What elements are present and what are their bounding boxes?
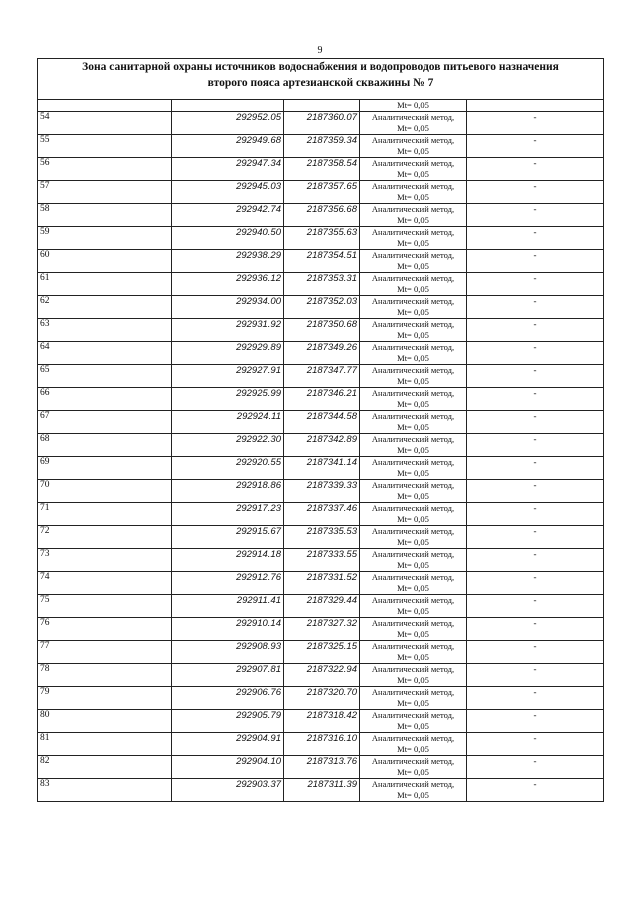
cell-x: 292938.29 (172, 250, 284, 273)
cell-note: - (467, 457, 604, 480)
cell-note: - (467, 296, 604, 319)
cell-y: 2187360.07 (284, 112, 360, 135)
cell-method (360, 618, 467, 641)
table-row (38, 618, 604, 641)
method-label: Аналитический метод, (371, 181, 455, 191)
method-label: Аналитический метод, (371, 572, 455, 582)
table-row (38, 388, 604, 411)
table-row (38, 526, 604, 549)
method-label: Аналитический метод, (371, 756, 455, 766)
cell-x: 292904.91 (172, 733, 284, 756)
cell-method (360, 273, 467, 296)
cell-y: 2187318.42 (284, 710, 360, 733)
table-title (38, 59, 604, 100)
cell-note: - (467, 135, 604, 158)
method-accuracy: Mt= 0,05 (397, 767, 429, 777)
cell-note: - (467, 733, 604, 756)
cell-method (360, 595, 467, 618)
cell-method (360, 641, 467, 664)
cell-method (360, 710, 467, 733)
cell-note: - (467, 480, 604, 503)
cell-note: - (467, 158, 604, 181)
cell-x (172, 100, 284, 112)
cell-y: 2187329.44 (284, 595, 360, 618)
cell-method (360, 135, 467, 158)
table-row (38, 457, 604, 480)
cell-y: 2187350.68 (284, 319, 360, 342)
table-row (38, 664, 604, 687)
cell-y: 2187346.21 (284, 388, 360, 411)
cell-x: 292947.34 (172, 158, 284, 181)
method-label: Аналитический метод, (371, 296, 455, 306)
cell-y: 2187337.46 (284, 503, 360, 526)
method-accuracy: Mt= 0,05 (397, 790, 429, 800)
method-label: Аналитический метод, (371, 457, 455, 467)
method-accuracy: Mt= 0,05 (397, 123, 429, 133)
method-label: Аналитический метод, (371, 227, 455, 237)
cell-method (360, 319, 467, 342)
method-accuracy: Mt= 0,05 (397, 307, 429, 317)
cell-method (360, 388, 467, 411)
cell-note: - (467, 641, 604, 664)
cell-x: 292934.00 (172, 296, 284, 319)
cell-x: 292917.23 (172, 503, 284, 526)
cell-x: 292949.68 (172, 135, 284, 158)
table-row (38, 135, 604, 158)
cell-y: 2187316.10 (284, 733, 360, 756)
table-row (38, 250, 604, 273)
method-label: Аналитический метод, (371, 273, 455, 283)
method-label: Аналитический метод, (371, 595, 455, 605)
method-accuracy: Mt= 0,05 (397, 560, 429, 570)
page-number: 9 (317, 45, 323, 56)
cell-number: 78 (38, 664, 172, 687)
table-row (38, 733, 604, 756)
cell-x: 292915.67 (172, 526, 284, 549)
method-accuracy: Mt= 0,05 (397, 353, 429, 363)
cell-note: - (467, 273, 604, 296)
cell-y: 2187352.03 (284, 296, 360, 319)
cell-x: 292907.81 (172, 664, 284, 687)
method-accuracy: Mt= 0,05 (397, 468, 429, 478)
cell-y: 2187327.32 (284, 618, 360, 641)
cell-x: 292940.50 (172, 227, 284, 250)
cell-x: 292945.03 (172, 181, 284, 204)
method-label: Аналитический метод, (371, 641, 455, 651)
method-accuracy: Mt= 0,05 (397, 238, 429, 248)
cell-y: 2187355.63 (284, 227, 360, 250)
cell-x: 292931.92 (172, 319, 284, 342)
cell-note: - (467, 664, 604, 687)
cell-y: 2187322.94 (284, 664, 360, 687)
cell-number: 70 (38, 480, 172, 503)
cell-number: 71 (38, 503, 172, 526)
cell-x: 292920.55 (172, 457, 284, 480)
method-label: Аналитический метод, (371, 480, 455, 490)
cell-y: 2187344.58 (284, 411, 360, 434)
cell-method (360, 779, 467, 802)
cell-number: 55 (38, 135, 172, 158)
method-label: Аналитический метод, (371, 112, 455, 122)
cell-method (360, 158, 467, 181)
table-row (38, 779, 604, 802)
coordinates-table (37, 58, 604, 802)
table-row (38, 434, 604, 457)
cell-y: 2187335.53 (284, 526, 360, 549)
method-accuracy: Mt= 0,05 (397, 284, 429, 294)
table-row-continuation (38, 100, 604, 112)
cell-method (360, 480, 467, 503)
cell-method (360, 687, 467, 710)
table-row (38, 503, 604, 526)
cell-y: 2187354.51 (284, 250, 360, 273)
cell-x: 292942.74 (172, 204, 284, 227)
cell-note: - (467, 503, 604, 526)
cell-y: 2187356.68 (284, 204, 360, 227)
cell-number: 57 (38, 181, 172, 204)
cell-method (360, 112, 467, 135)
cell-note: - (467, 204, 604, 227)
cell-number: 75 (38, 595, 172, 618)
cell-number: 81 (38, 733, 172, 756)
cell-x: 292908.93 (172, 641, 284, 664)
cell-number: 60 (38, 250, 172, 273)
cell-y: 2187349.26 (284, 342, 360, 365)
cell-method (360, 100, 467, 112)
table-row (38, 411, 604, 434)
cell-note: - (467, 618, 604, 641)
table-row (38, 319, 604, 342)
table-title-line-1: Зона санитарной охраны источников водоснабжения и водопроводов питьевого назначения (82, 61, 559, 73)
cell-method (360, 503, 467, 526)
cell-note: - (467, 112, 604, 135)
method-label: Аналитический метод, (371, 388, 455, 398)
method-accuracy: Mt= 0,05 (397, 537, 429, 547)
method-accuracy: Mt= 0,05 (397, 606, 429, 616)
method-label: Аналитический метод, (371, 135, 455, 145)
method-label: Аналитический метод, (371, 710, 455, 720)
cell-y: 2187339.33 (284, 480, 360, 503)
cell-number: 65 (38, 365, 172, 388)
method-label: Аналитический метод, (371, 618, 455, 628)
cell-number: 69 (38, 457, 172, 480)
table-row (38, 480, 604, 503)
cell-y: 2187347.77 (284, 365, 360, 388)
cell-note: - (467, 710, 604, 733)
cell-y: 2187357.65 (284, 181, 360, 204)
cell-note (467, 100, 604, 112)
cell-method (360, 204, 467, 227)
cell-number: 72 (38, 526, 172, 549)
cell-x: 292906.76 (172, 687, 284, 710)
cell-note: - (467, 411, 604, 434)
cell-x: 292918.86 (172, 480, 284, 503)
cell-y: 2187325.15 (284, 641, 360, 664)
cell-number: 68 (38, 434, 172, 457)
table-row (38, 342, 604, 365)
method-accuracy: Mt= 0,05 (397, 100, 429, 110)
cell-method (360, 296, 467, 319)
cell-number: 62 (38, 296, 172, 319)
cell-y: 2187342.89 (284, 434, 360, 457)
cell-x: 292911.41 (172, 595, 284, 618)
cell-note: - (467, 388, 604, 411)
method-label: Аналитический метод, (371, 319, 455, 329)
table-row (38, 273, 604, 296)
table-row (38, 710, 604, 733)
method-label: Аналитический метод, (371, 664, 455, 674)
method-label: Аналитический метод, (371, 250, 455, 260)
method-accuracy: Mt= 0,05 (397, 399, 429, 409)
cell-number: 58 (38, 204, 172, 227)
cell-y: 2187320.70 (284, 687, 360, 710)
table-row (38, 112, 604, 135)
method-label: Аналитический метод, (371, 434, 455, 444)
method-accuracy: Mt= 0,05 (397, 675, 429, 685)
cell-x: 292904.10 (172, 756, 284, 779)
cell-number: 77 (38, 641, 172, 664)
cell-x: 292905.79 (172, 710, 284, 733)
table-row (38, 158, 604, 181)
cell-method (360, 572, 467, 595)
cell-method (360, 250, 467, 273)
method-label: Аналитический метод, (371, 779, 455, 789)
cell-method (360, 342, 467, 365)
cell-y: 2187331.52 (284, 572, 360, 595)
cell-method (360, 733, 467, 756)
method-label: Аналитический метод, (371, 549, 455, 559)
cell-x: 292903.37 (172, 779, 284, 802)
table-row (38, 572, 604, 595)
cell-y: 2187313.76 (284, 756, 360, 779)
method-accuracy: Mt= 0,05 (397, 261, 429, 271)
cell-number: 56 (38, 158, 172, 181)
cell-number: 73 (38, 549, 172, 572)
method-label: Аналитический метод, (371, 342, 455, 352)
method-accuracy: Mt= 0,05 (397, 698, 429, 708)
cell-method (360, 181, 467, 204)
cell-method (360, 756, 467, 779)
cell-y: 2187341.14 (284, 457, 360, 480)
cell-number: 76 (38, 618, 172, 641)
method-label: Аналитический метод, (371, 733, 455, 743)
cell-method (360, 365, 467, 388)
method-accuracy: Mt= 0,05 (397, 146, 429, 156)
cell-number: 63 (38, 319, 172, 342)
cell-number: 74 (38, 572, 172, 595)
method-accuracy: Mt= 0,05 (397, 192, 429, 202)
method-accuracy: Mt= 0,05 (397, 376, 429, 386)
cell-method (360, 664, 467, 687)
method-accuracy: Mt= 0,05 (397, 744, 429, 754)
cell-note: - (467, 779, 604, 802)
table-row (38, 365, 604, 388)
method-accuracy: Mt= 0,05 (397, 422, 429, 432)
method-accuracy: Mt= 0,05 (397, 652, 429, 662)
method-label: Аналитический метод, (371, 687, 455, 697)
method-accuracy: Mt= 0,05 (397, 629, 429, 639)
cell-number: 64 (38, 342, 172, 365)
cell-number: 83 (38, 779, 172, 802)
cell-number: 79 (38, 687, 172, 710)
method-label: Аналитический метод, (371, 526, 455, 536)
cell-x: 292914.18 (172, 549, 284, 572)
method-accuracy: Mt= 0,05 (397, 583, 429, 593)
method-label: Аналитический метод, (371, 365, 455, 375)
cell-note: - (467, 549, 604, 572)
cell-y: 2187333.55 (284, 549, 360, 572)
cell-x: 292922.30 (172, 434, 284, 457)
cell-y: 2187359.34 (284, 135, 360, 158)
cell-number: 66 (38, 388, 172, 411)
method-accuracy: Mt= 0,05 (397, 721, 429, 731)
cell-note: - (467, 572, 604, 595)
cell-y: 2187353.31 (284, 273, 360, 296)
method-accuracy: Mt= 0,05 (397, 491, 429, 501)
cell-x: 292936.12 (172, 273, 284, 296)
cell-note: - (467, 526, 604, 549)
table-title-row (38, 59, 604, 100)
method-label: Аналитический метод, (371, 503, 455, 513)
table-row (38, 549, 604, 572)
table-row (38, 296, 604, 319)
table-row (38, 595, 604, 618)
cell-number: 80 (38, 710, 172, 733)
method-label: Аналитический метод, (371, 158, 455, 168)
cell-number (38, 100, 172, 112)
cell-y: 2187358.54 (284, 158, 360, 181)
cell-x: 292927.91 (172, 365, 284, 388)
cell-note: - (467, 434, 604, 457)
table-row (38, 227, 604, 250)
method-accuracy: Mt= 0,05 (397, 514, 429, 524)
cell-note: - (467, 342, 604, 365)
cell-number: 67 (38, 411, 172, 434)
cell-note: - (467, 687, 604, 710)
cell-y: 2187311.39 (284, 779, 360, 802)
table-row (38, 204, 604, 227)
cell-method (360, 526, 467, 549)
method-accuracy: Mt= 0,05 (397, 169, 429, 179)
method-label: Аналитический метод, (371, 204, 455, 214)
cell-method (360, 411, 467, 434)
table-row (38, 181, 604, 204)
cell-note: - (467, 365, 604, 388)
table-row (38, 687, 604, 710)
cell-note: - (467, 319, 604, 342)
table-row (38, 756, 604, 779)
cell-x: 292925.99 (172, 388, 284, 411)
cell-note: - (467, 756, 604, 779)
cell-x: 292929.89 (172, 342, 284, 365)
table-row (38, 641, 604, 664)
table-title-line-2: второго пояса артезианской скважины № 7 (207, 77, 434, 89)
cell-note: - (467, 595, 604, 618)
cell-number: 54 (38, 112, 172, 135)
cell-y (284, 100, 360, 112)
method-accuracy: Mt= 0,05 (397, 445, 429, 455)
cell-x: 292910.14 (172, 618, 284, 641)
cell-number: 59 (38, 227, 172, 250)
cell-method (360, 457, 467, 480)
cell-number: 82 (38, 756, 172, 779)
cell-note: - (467, 250, 604, 273)
cell-note: - (467, 227, 604, 250)
cell-note: - (467, 181, 604, 204)
method-accuracy: Mt= 0,05 (397, 215, 429, 225)
cell-x: 292924.11 (172, 411, 284, 434)
method-accuracy: Mt= 0,05 (397, 330, 429, 340)
cell-method (360, 227, 467, 250)
cell-number: 61 (38, 273, 172, 296)
cell-x: 292912.76 (172, 572, 284, 595)
cell-method (360, 434, 467, 457)
cell-x: 292952.05 (172, 112, 284, 135)
cell-method (360, 549, 467, 572)
method-label: Аналитический метод, (371, 411, 455, 421)
